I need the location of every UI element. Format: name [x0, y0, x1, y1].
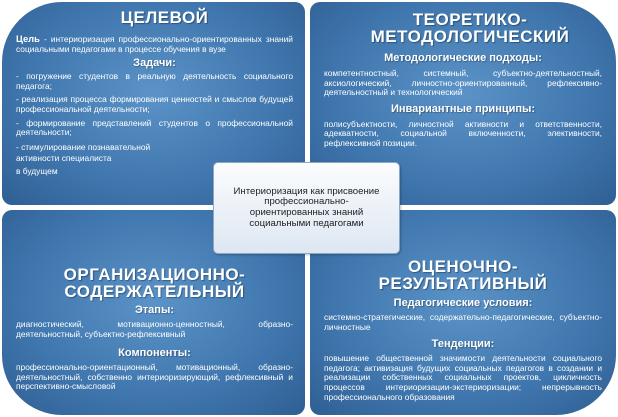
theory-title-line1: ТЕОРЕТИКО- — [412, 10, 528, 29]
evaluation-trends-text: повышение общественной значимости деятельности социального педагога; активизация будущих социальных педагогов в создании и реализации собственных социальных проектов, цикличность процессов интериоризации-экстериоризации; непрерывность профессионального образования — [324, 353, 602, 402]
target-goal-text: - интериоризация профессионально-ориентированных знаний социальными педагогами в процессе обучения в вузе — [16, 34, 293, 54]
target-task: - реализация процесса формирования ценностей и смыслов будущей профессиональной деятельности; — [16, 94, 293, 114]
organization-title-line1: ОРГАНИЗАЦИОННО- — [63, 265, 246, 284]
organization-components-text: профессионально-ориентационный, мотивационный, образно-деятельностный, собственно интериоризирующий, рефлексивный и перспективно-смысловой — [16, 362, 293, 392]
target-goal — [16, 34, 293, 54]
target-task: - погружение студентов в реальную деятельность социального педагога; — [16, 71, 293, 91]
organization-title-line2: СОДЕРЖАТЕЛЬНЫЙ — [64, 282, 245, 301]
evaluation-title-line1: ОЦЕНОЧНО- — [407, 257, 519, 276]
target-title: ЦЕЛЕВОЙ — [120, 8, 209, 27]
organization-stages-text: диагностический, мотивационно-ценностный, образно-деятельностный, субъектно-рефлексивный — [16, 319, 293, 339]
theory-approaches-heading: Методологические подходы: — [384, 52, 542, 64]
target-goal-label: Цель — [16, 33, 40, 44]
theory-principles-text: полисубъектности, личностной активности и ответственности, адекватности, социальной включенности, элективности, рефлексивной позиции. — [324, 118, 602, 148]
center-concept-text: Интериоризация как присвоение профессионально-ориентированных знаний социальными педагогами — [233, 185, 380, 229]
target-task: - формирование представлений студентов о профессиональной деятельности; — [16, 117, 293, 138]
theory-approaches-text: компетентностный, системный, субъектно-деятельностный, аксиологический, личностно-ориентированный, рефлексивно-деятельностный и технологический — [324, 68, 602, 98]
theory-principles-heading: Инвариантные принципы: — [390, 102, 536, 115]
target-tasks-heading: Задачи: — [133, 57, 176, 70]
evaluation-title-line2: РЕЗУЛЬТАТИВНЫЙ — [378, 274, 548, 293]
evaluation-conditions-text: системно-стратегические, содержательно-педагогические, субъектно-личностные — [324, 312, 602, 332]
target-task: в будущем — [16, 165, 58, 176]
evaluation-conditions-heading: Педагогические условия: — [393, 297, 533, 309]
organization-components-heading: Компоненты: — [118, 347, 191, 360]
organization-stages-heading: Этапы: — [134, 304, 175, 316]
evaluation-trends-heading: Тенденции: — [431, 338, 495, 351]
center-concept-box — [213, 162, 400, 254]
theory-title-line2: МЕТОДОЛОГИЧЕСКИЙ — [370, 27, 570, 46]
target-tasks-list — [16, 72, 293, 176]
target-task: - стимулирование познавательной активности специалиста — [16, 141, 151, 163]
